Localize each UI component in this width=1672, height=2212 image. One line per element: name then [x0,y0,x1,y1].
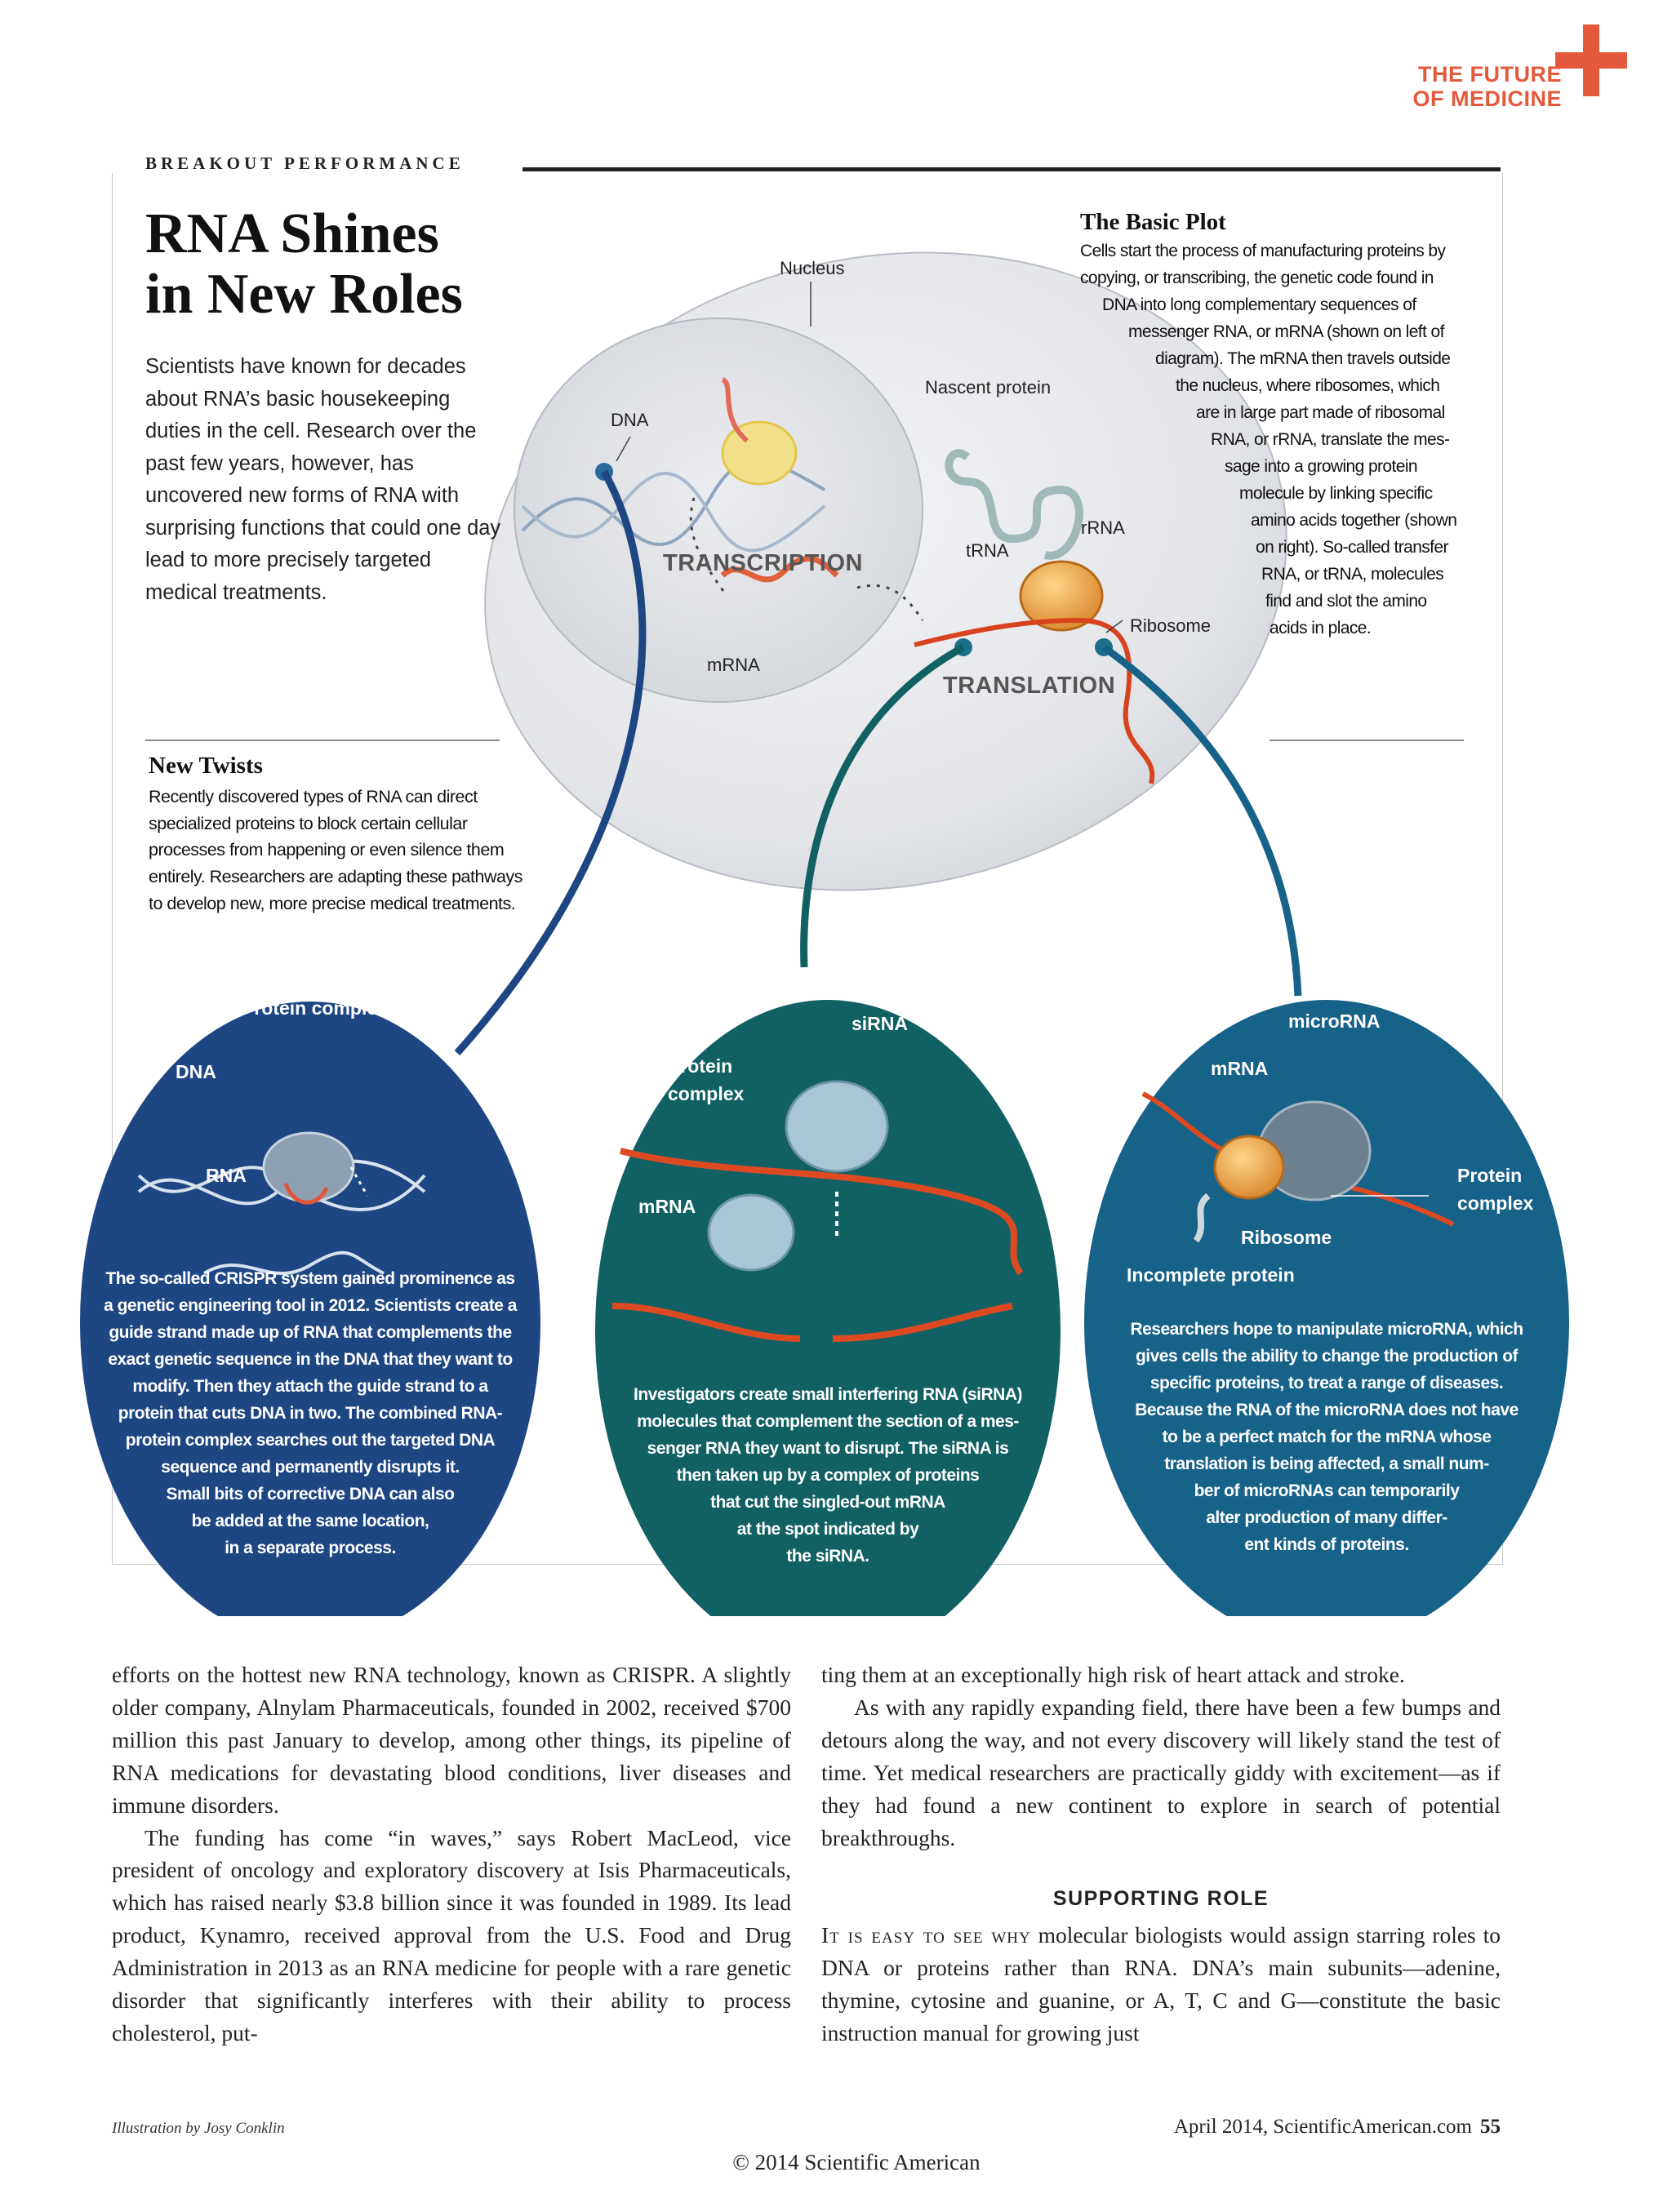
crispr-line: sequence and permanently disrupts it. [161,1458,460,1477]
copyright: © 2014 Scientific American [732,2150,981,2174]
body-paragraph [821,1919,1501,2050]
basic-plot-line-7: are in large part made of ribosomal [1196,403,1445,422]
sirna-line: that cut the singled-out mRNA [710,1493,945,1512]
basic-plot-line-1: Cells start the process of manufacturing proteins by [1080,242,1446,260]
label-mrna: mRNA [707,655,760,675]
crispr-line: protein complex searches out the targeted DNA [125,1431,496,1450]
label-dna: DNA [611,410,649,430]
crispr-line: Small bits of corrective DNA can also [166,1485,455,1504]
sirna-line: senger RNA they want to disrupt. The siRNA is [647,1439,1009,1458]
basic-plot-line-2: copying, or transcribing, the genetic code found in [1080,269,1434,287]
sirna-label-mrna: mRNA [638,1196,696,1217]
label-nucleus: Nucleus [780,258,845,278]
basic-plot-line-3: DNA into long complementary sequences of [1102,295,1416,314]
microrna-line: specific proteins, to treat a range of diseases. [1150,1374,1504,1392]
illustration-credit: Illustration by Josy Conklin [112,2120,285,2137]
sirna-label-complex: complex [668,1083,745,1104]
label-translation: TRANSLATION [943,673,1116,699]
issue-info: April 2014, ScientificAmerican.com [1173,2116,1472,2138]
crispr-line: guide strand made up of RNA that complements the [109,1323,512,1342]
basic-plot-title: The Basic Plot [1080,209,1226,235]
crispr-line: protein that cuts DNA in two. The combined RNA- [118,1404,503,1423]
kicker: BREAKOUT PERFORMANCE [145,153,465,173]
label-nascent-protein: Nascent protein [925,377,1052,398]
section-tag-line2: OF MEDICINE [1412,87,1562,111]
microrna-line: ber of microRNAs can temporarily [1194,1481,1460,1500]
body-paragraph: As with any rapidly expanding field, there have been a few bumps and detours along the way, and not every discovery will likely stand the test of time. Yet medical researchers are practically giddy with excitement—as if they had found a new continent to explore in search of potential breakthroughs. [821,1694,1501,1850]
crispr-description [82,1265,539,1561]
microrna-label-incomplete-protein: Incomplete protein [1127,1264,1295,1286]
basic-plot-line-10: molecule by linking specific [1239,484,1433,503]
sirna-line: Investigators create small interfering RNA (siRNA) [633,1385,1023,1404]
headline [145,204,463,325]
body-paragraph: The funding has come “in waves,” says Robert MacLeod, vice president of oncology and exploratory discovery at Isis Pharmaceuticals, which has raised nearly $3.8 billion since it was founded in 1989. Its lead product, Kynamro, received approval from the U.S. Food and Drug Administration in 2013 as an RNA medicine for people with a rare genetic disorder that significantly interferes with their ability to process cholesterol, put- [112,1824,791,2045]
crispr-line: modify. Then they attach the guide strand to a [132,1377,488,1396]
crispr-line: be added at the same location, [191,1512,429,1530]
label-ribosome: Ribosome [1130,615,1212,636]
basic-plot-line-9: sage into a growing protein [1225,457,1417,476]
label-trna: tRNA [966,540,1009,561]
polymerase [723,422,796,484]
basic-plot-line-13: RNA, or tRNA, molecules [1261,565,1444,584]
microrna-line: ent kinds of proteins. [1244,1535,1409,1554]
microrna-label-ribosome: Ribosome [1241,1227,1332,1248]
new-twists-title: New Twists [149,753,263,779]
crispr-label-protein-complex: Protein complex [242,997,388,1019]
body-column-left [112,1659,791,2050]
basic-plot-line-15: acids in place. [1270,619,1372,637]
microrna-line: to be a perfect match for the mRNA whose [1162,1428,1492,1446]
sirna-description [599,1381,1056,1570]
label-transcription: TRANSCRIPTION [663,550,863,576]
lead-in: It is easy to see why [821,1922,1031,1948]
page-info [1174,2116,1501,2139]
crispr-label-rna: RNA [206,1165,247,1186]
crispr-line: exact genetic sequence in the DNA that they want to [108,1350,513,1369]
basic-plot-line-12: on right). So-called transfer [1256,538,1448,557]
twists-rule-right [1270,740,1464,741]
crispr-line: in a separate process. [225,1539,396,1557]
crispr-line: The so-called CRISPR system gained prominence as [105,1269,515,1288]
sirna-line: then taken up by a complex of proteins [676,1466,980,1485]
basic-plot-line-11: amino acids together (shown [1251,511,1457,530]
intro-paragraph: Scientists have known for decades about RNA’s basic housekeeping duties in the cell. Research over the past few years, however, has uncovered new forms of RNA with surprising functions that could one day lead to more precisely targeted medical treatments. [145,355,501,604]
paragraph-text: molecular biologists would assign starring roles to DNA or proteins rather than RNA. DNA’s main subunits—adenine, thymine, cytosine and guanine, or A, T, C and G—constitute the basic instruction manual for growing just [821,1922,1501,2046]
sirna-line: molecules that complement the section of a mes- [637,1412,1019,1431]
twists-rule-left [145,740,500,741]
basic-plot-line-4: messenger RNA, or mRNA (shown on left of [1128,322,1444,341]
page-number: 55 [1480,2116,1501,2138]
basic-plot-line-8: RNA, or rRNA, translate the mes- [1211,430,1450,449]
section-heading: SUPPORTING ROLE [1052,1887,1270,1911]
microrna-description [1094,1316,1559,1558]
headline-line1: RNA Shines [145,202,439,265]
new-twists-body: Recently discovered types of RNA can direct specialized proteins to block certain cellular processes from happening or even silence them entirely. Researchers are adapting these pathways to develop new, more precise medical treatments. [149,787,522,913]
sirna-label-sirna: siRNA [852,1013,909,1034]
basic-plot-line-6: the nucleus, where ribosomes, which [1176,376,1440,395]
microrna-line: translation is being affected, a small num- [1164,1455,1489,1473]
section-tag-line1: THE FUTURE [1418,62,1562,87]
crispr-line: a genetic engineering tool in 2012. Scientists create a [104,1296,517,1315]
microrna-line: Because the RNA of the microRNA does not have [1135,1401,1519,1419]
microrna-label-microrna: microRNA [1288,1011,1381,1032]
body-column-right [821,1659,1501,2050]
sirna-line: at the spot indicated by [736,1520,919,1539]
microrna-line: Researchers hope to manipulate microRNA, which [1130,1320,1523,1339]
body-paragraph: efforts on the hottest new RNA technology, known as CRISPR. A slightly older company, Alnylam Pharmaceuticals, founded in 2002, received $700 million this past January to develop, among other things, its pipeline of RNA medications for devastating blood conditions, liver diseases and immune disorders. [112,1662,791,1818]
body-paragraph: ting them at an exceptionally high risk of heart attack and stroke. [821,1662,1405,1687]
headline-line2: in New Roles [145,263,463,326]
microrna-label-mrna: mRNA [1211,1058,1269,1079]
microrna-label-protein: Protein [1457,1165,1523,1186]
label-rrna: rRNA [1081,517,1125,538]
microrna-line: gives cells the ability to change the production of [1135,1347,1519,1366]
nucleus-shape [514,318,923,702]
basic-plot-line-5: diagram). The mRNA then travels outside [1155,349,1451,368]
sirna-label-protein: Protein [668,1055,733,1077]
basic-plot-line-14: find and slot the amino [1265,592,1427,611]
microrna-line: alter production of many differ- [1206,1508,1447,1527]
microrna-label-complex: complex [1457,1193,1534,1214]
sirna-line: the siRNA. [786,1547,869,1566]
crispr-label-dna: DNA [176,1061,216,1082]
